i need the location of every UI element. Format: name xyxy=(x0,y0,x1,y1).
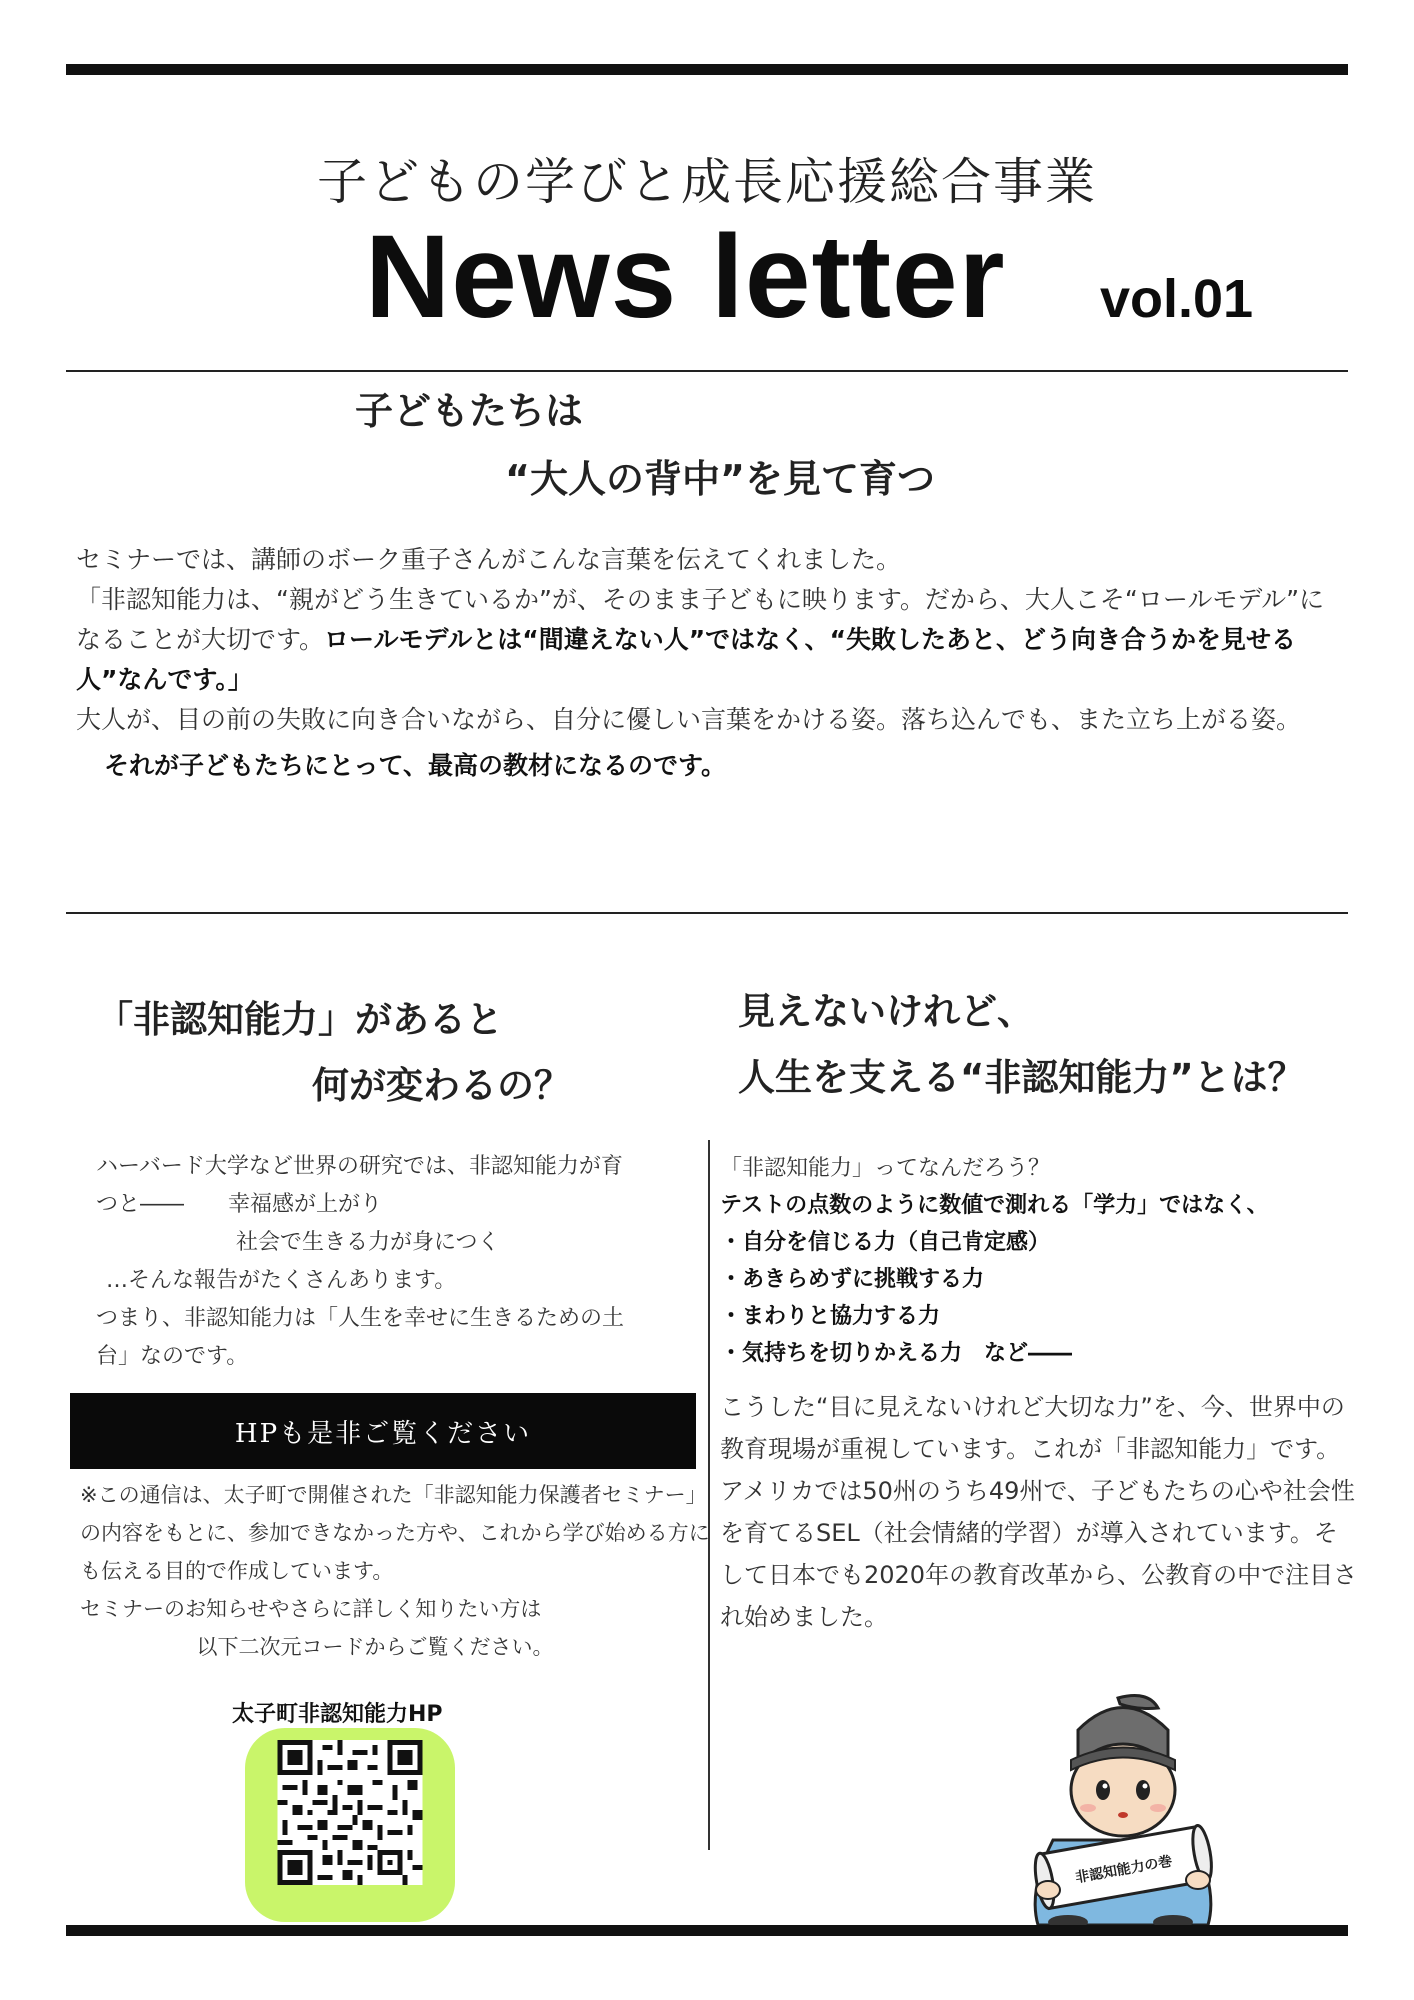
list-item: ・あきらめずに挑戦する力 xyxy=(720,1267,985,1292)
project-subtitle: 子どもの学びと成長応援総合事業 xyxy=(317,153,1097,211)
right-section-title-1: 見えないけれど、 xyxy=(738,990,1034,1033)
left-line: 台」なのです。 xyxy=(96,1344,249,1369)
header-divider xyxy=(66,370,1348,372)
intro-paragraph-3: 大人が、目の前の失敗に向き合いながら、自分に優しい言葉をかける姿。落ち込んでも、また立ち上がる姿。 xyxy=(76,705,1302,734)
intro-text xyxy=(76,540,1336,786)
left-note xyxy=(80,1476,710,1666)
bottom-rule xyxy=(66,1925,1348,1936)
left-line: つと―― 幸福感が上がり xyxy=(96,1192,383,1217)
qr-code[interactable] xyxy=(275,1740,425,1885)
left-body xyxy=(96,1148,686,1376)
right-paragraph-2: アメリカでは50州のうち49州で、子どもたちの心や社会性を育てるSEL（社会情緒的学習）が導入されています。そして日本でも2020年の教育改革から、公教育の中で注目され始めました。 xyxy=(720,1477,1358,1631)
right-list xyxy=(720,1150,1350,1372)
qr-label: 太子町非認知能力HP xyxy=(232,1702,443,1727)
list-item: ・まわりと協力する力 xyxy=(720,1304,941,1329)
note-text: ※この通信は、太子町で開催された「非認知能力保護者セミナー」の内容をもとに、参加できなかった方や、これから学び始める方にも伝える目的で作成しています。 xyxy=(80,1483,710,1583)
volume-number: vol.01 xyxy=(1100,269,1254,329)
left-section-title-2: 何が変わるの？ xyxy=(312,1064,571,1107)
note-text: 以下二次元コードからご覧ください。 xyxy=(196,1635,554,1659)
hp-banner: HPも是非ご覧ください xyxy=(70,1393,696,1469)
right-paragraph-1: こうした“目に見えないけれど大切な力”を、今、世界中の教育現場が重視しています。これが「非認知能力」です。 xyxy=(720,1393,1345,1463)
headline-line2: “大人の背中”を見て育つ xyxy=(505,457,935,501)
intro-paragraph-1: セミナーでは、講師のボーク重子さんがこんな言葉を伝えてくれました。 xyxy=(76,545,902,574)
left-line: 社会で生きる力が身につく xyxy=(236,1230,500,1255)
intro-quote-bold: ロールモデルとは“間違えない人”ではなく、“失敗したあと、どう向き合うかを見せる人”なんです。」 xyxy=(76,625,1297,694)
right-lead: テストの点数のように数値で測れる「学力」ではなく、 xyxy=(720,1193,1269,1218)
list-item: ・自分を信じる力（自己肯定感） xyxy=(720,1230,1051,1255)
left-line: つまり、非認知能力は「人生を幸せに生きるための土 xyxy=(96,1306,625,1331)
list-item: ・気持ちを切りかえる力 など―― xyxy=(720,1341,1073,1366)
left-line: …そんな報告がたくさんあります。 xyxy=(106,1268,457,1293)
newsletter-title: News letter xyxy=(365,211,1006,343)
intro-conclusion: それが子どもたちにとって、最高の教材になるのです。 xyxy=(104,751,727,780)
top-rule xyxy=(66,64,1348,75)
right-question: 「非認知能力」ってなんだろう？ xyxy=(720,1156,1051,1181)
left-line: ハーバード大学など世界の研究では、非認知能力が育 xyxy=(96,1154,623,1179)
right-section-title-2: 人生を支える“非認知能力”とは？ xyxy=(738,1056,1305,1099)
right-body xyxy=(720,1386,1360,1638)
scroll-text: 非認知能力の巻 xyxy=(1074,1853,1174,1887)
section-divider xyxy=(66,912,1348,914)
intro-paragraph-2 xyxy=(76,580,1336,700)
mascot-illustration xyxy=(1008,1690,1238,1930)
left-section-title-1: 「非認知能力」があると xyxy=(96,998,503,1041)
headline-line1: 子どもたちは xyxy=(355,389,584,433)
intro-quote: 「非認知能力は、“親がどう生きているか”が、そのまま子どもに映ります。だから、大人こそ“ロールモデル”になることが大切です。 xyxy=(76,585,1325,654)
note-text: セミナーのお知らせやさらに詳しく知りたい方は xyxy=(80,1597,542,1621)
